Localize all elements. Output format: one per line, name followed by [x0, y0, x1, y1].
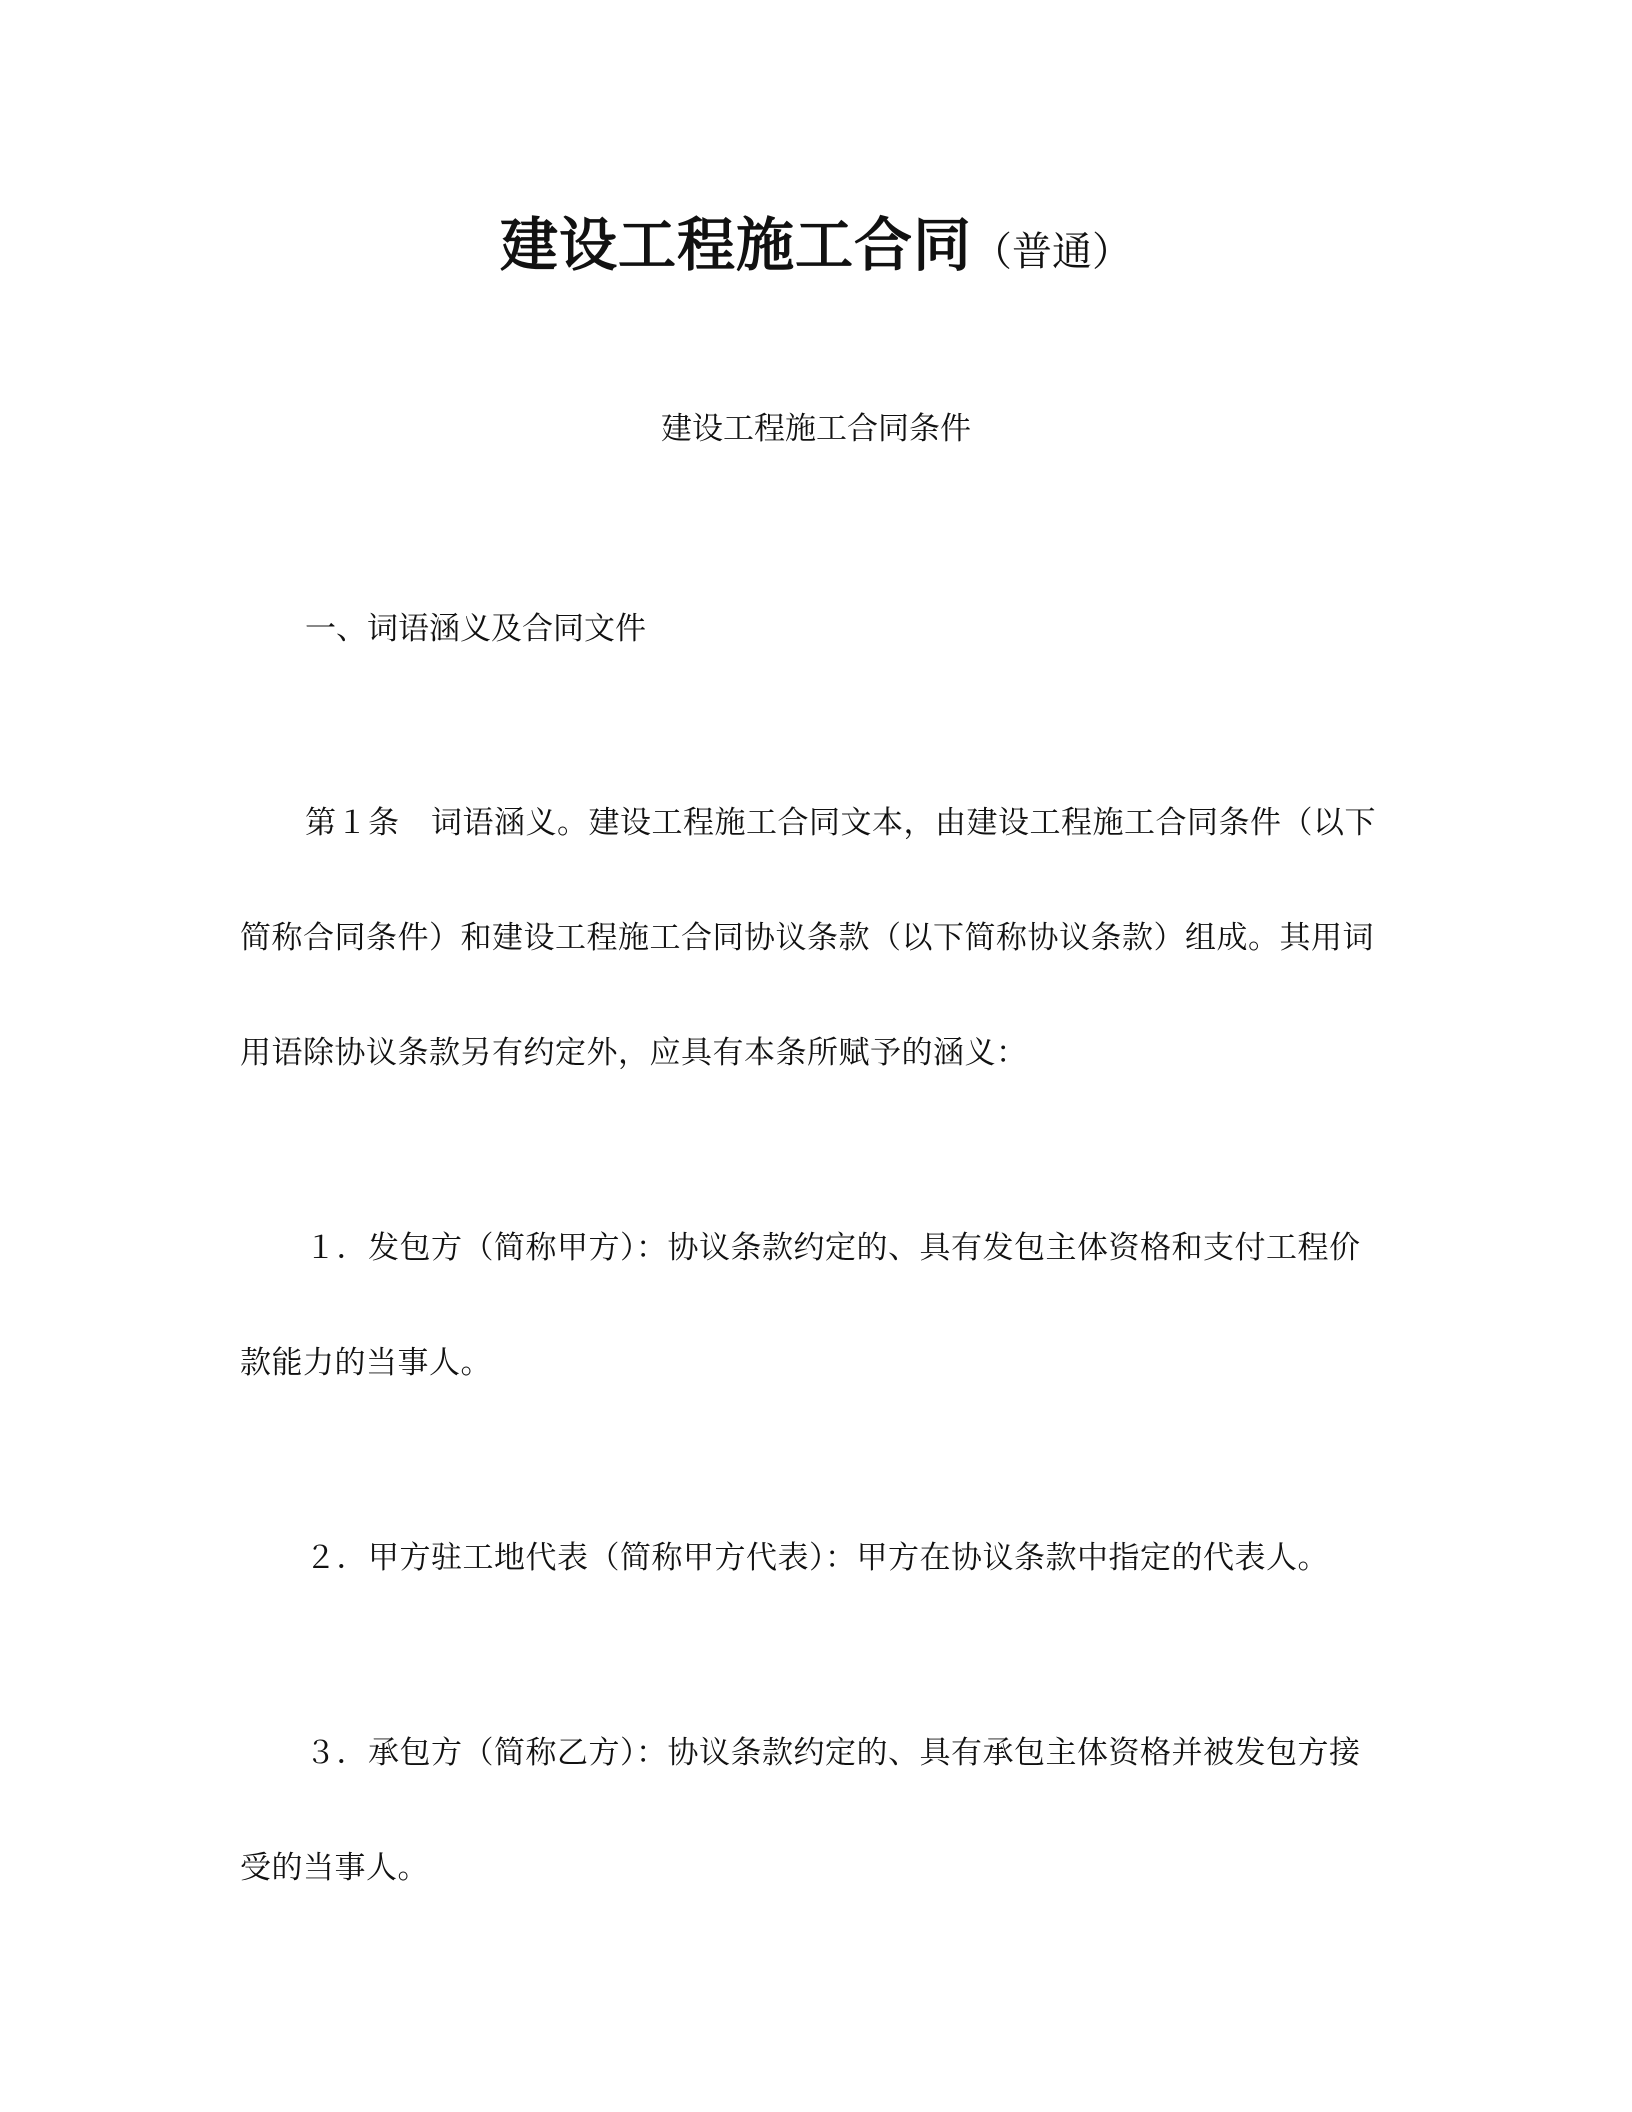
- title-main: 建设工程施工合同: [499, 211, 972, 279]
- item2-line: ２．甲方驻工地代表（简称甲方代表）：甲方在协议条款中指定的代表人。: [305, 1540, 1329, 1576]
- document-subtitle: 建设工程施工合同条件: [661, 411, 971, 447]
- article1-line: 简称合同条件）和建设工程施工合同协议条款（以下简称协议条款）组成。其用词: [240, 920, 1374, 956]
- title-suffix: （普通）: [972, 229, 1132, 275]
- section-heading: 一、词语涵义及合同文件: [305, 611, 646, 647]
- item1-line: １．发包方（简称甲方）：协议条款约定的、具有发包主体资格和支付工程价: [305, 1230, 1361, 1266]
- document-title: [0, 198, 1632, 282]
- item3-line: 受的当事人。: [240, 1850, 429, 1886]
- item1-line: 款能力的当事人。: [240, 1345, 492, 1381]
- article1-line: 第１条 词语涵义。建设工程施工合同文本，由建设工程施工合同条件（以下: [305, 805, 1376, 841]
- item3-line: ３．承包方（简称乙方）：协议条款约定的、具有承包主体资格并被发包方接: [305, 1735, 1361, 1771]
- article1-line: 用语除协议条款另有约定外，应具有本条所赋予的涵义：: [240, 1035, 1028, 1071]
